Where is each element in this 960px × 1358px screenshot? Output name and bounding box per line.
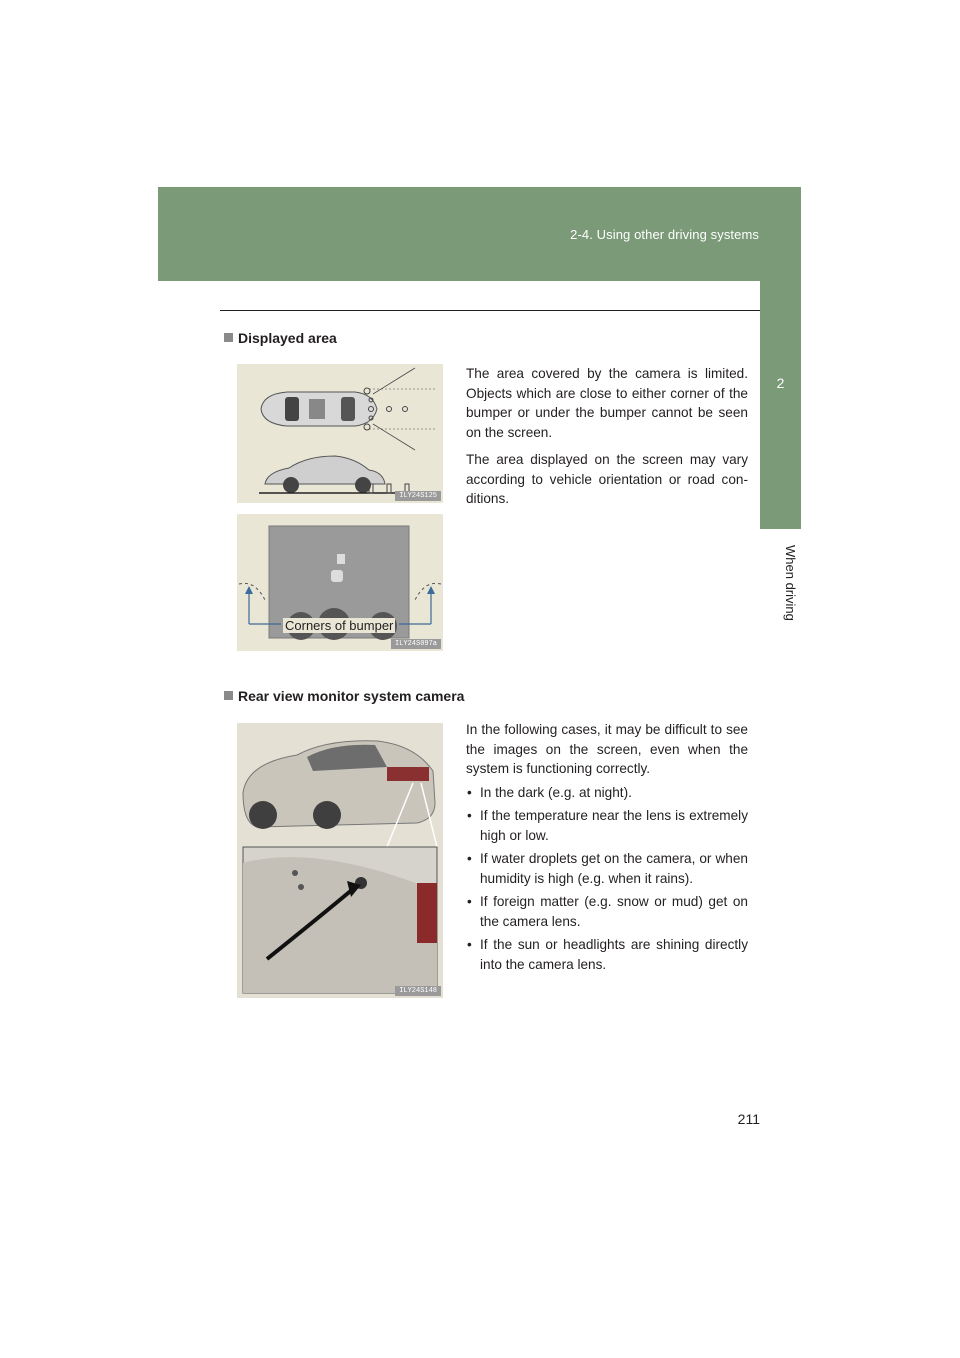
camera-conditions-list bbox=[466, 783, 748, 978]
figure-camera-location bbox=[237, 723, 443, 998]
camera-intro-text bbox=[466, 720, 748, 787]
figure-code: ILY24S125 bbox=[395, 491, 441, 501]
list-item: • If foreign matter (e.g. snow or mud) get on the camera lens. bbox=[467, 893, 748, 929]
rear-camera-illustration bbox=[237, 723, 443, 998]
displayed-area-text bbox=[466, 364, 748, 517]
section-heading-camera: Rear view monitor system camera bbox=[224, 688, 464, 704]
list-item: • If the sun or headlights are shining directly into the camera lens. bbox=[467, 936, 748, 972]
section-title: 2-4. Using other driving systems bbox=[570, 227, 759, 242]
paragraph: In the following cases, it may be difficult to see the images on the screen, even when the system is functioning correctly. bbox=[466, 722, 748, 776]
list-item: • If water droplets get on the camera, or when humidity is high (e.g. when it rains). bbox=[467, 850, 748, 886]
figure-caption-corners: Corners of bumper bbox=[285, 618, 394, 633]
chapter-number: 2 bbox=[776, 375, 785, 391]
list-item: • In the dark (e.g. at night). bbox=[467, 785, 632, 800]
figure-code: ILY24S148 bbox=[395, 986, 441, 996]
chapter-label: When driving bbox=[783, 545, 798, 621]
header-band bbox=[158, 187, 801, 281]
paragraph: The area covered by the camera is limited. Objects which are close to either corner of the bumper or under the bumper cannot be seen on the screen. bbox=[466, 366, 748, 440]
figure-code: ILY24S097a bbox=[391, 639, 441, 649]
list-item: • If the temperature near the lens is extremely high or low. bbox=[467, 807, 748, 843]
page-number: 211 bbox=[737, 1111, 760, 1127]
square-bullet-icon bbox=[224, 333, 233, 342]
header-rule bbox=[220, 310, 760, 311]
figure-coverage-diagram bbox=[237, 364, 443, 503]
paragraph: The area displayed on the screen may vary according to vehicle orientation or road con-ditions. bbox=[466, 452, 748, 506]
chapter-tab bbox=[760, 281, 801, 529]
car-coverage-illustration bbox=[237, 364, 443, 503]
square-bullet-icon bbox=[224, 691, 233, 700]
section-heading-displayed-area: Displayed area bbox=[224, 330, 337, 346]
